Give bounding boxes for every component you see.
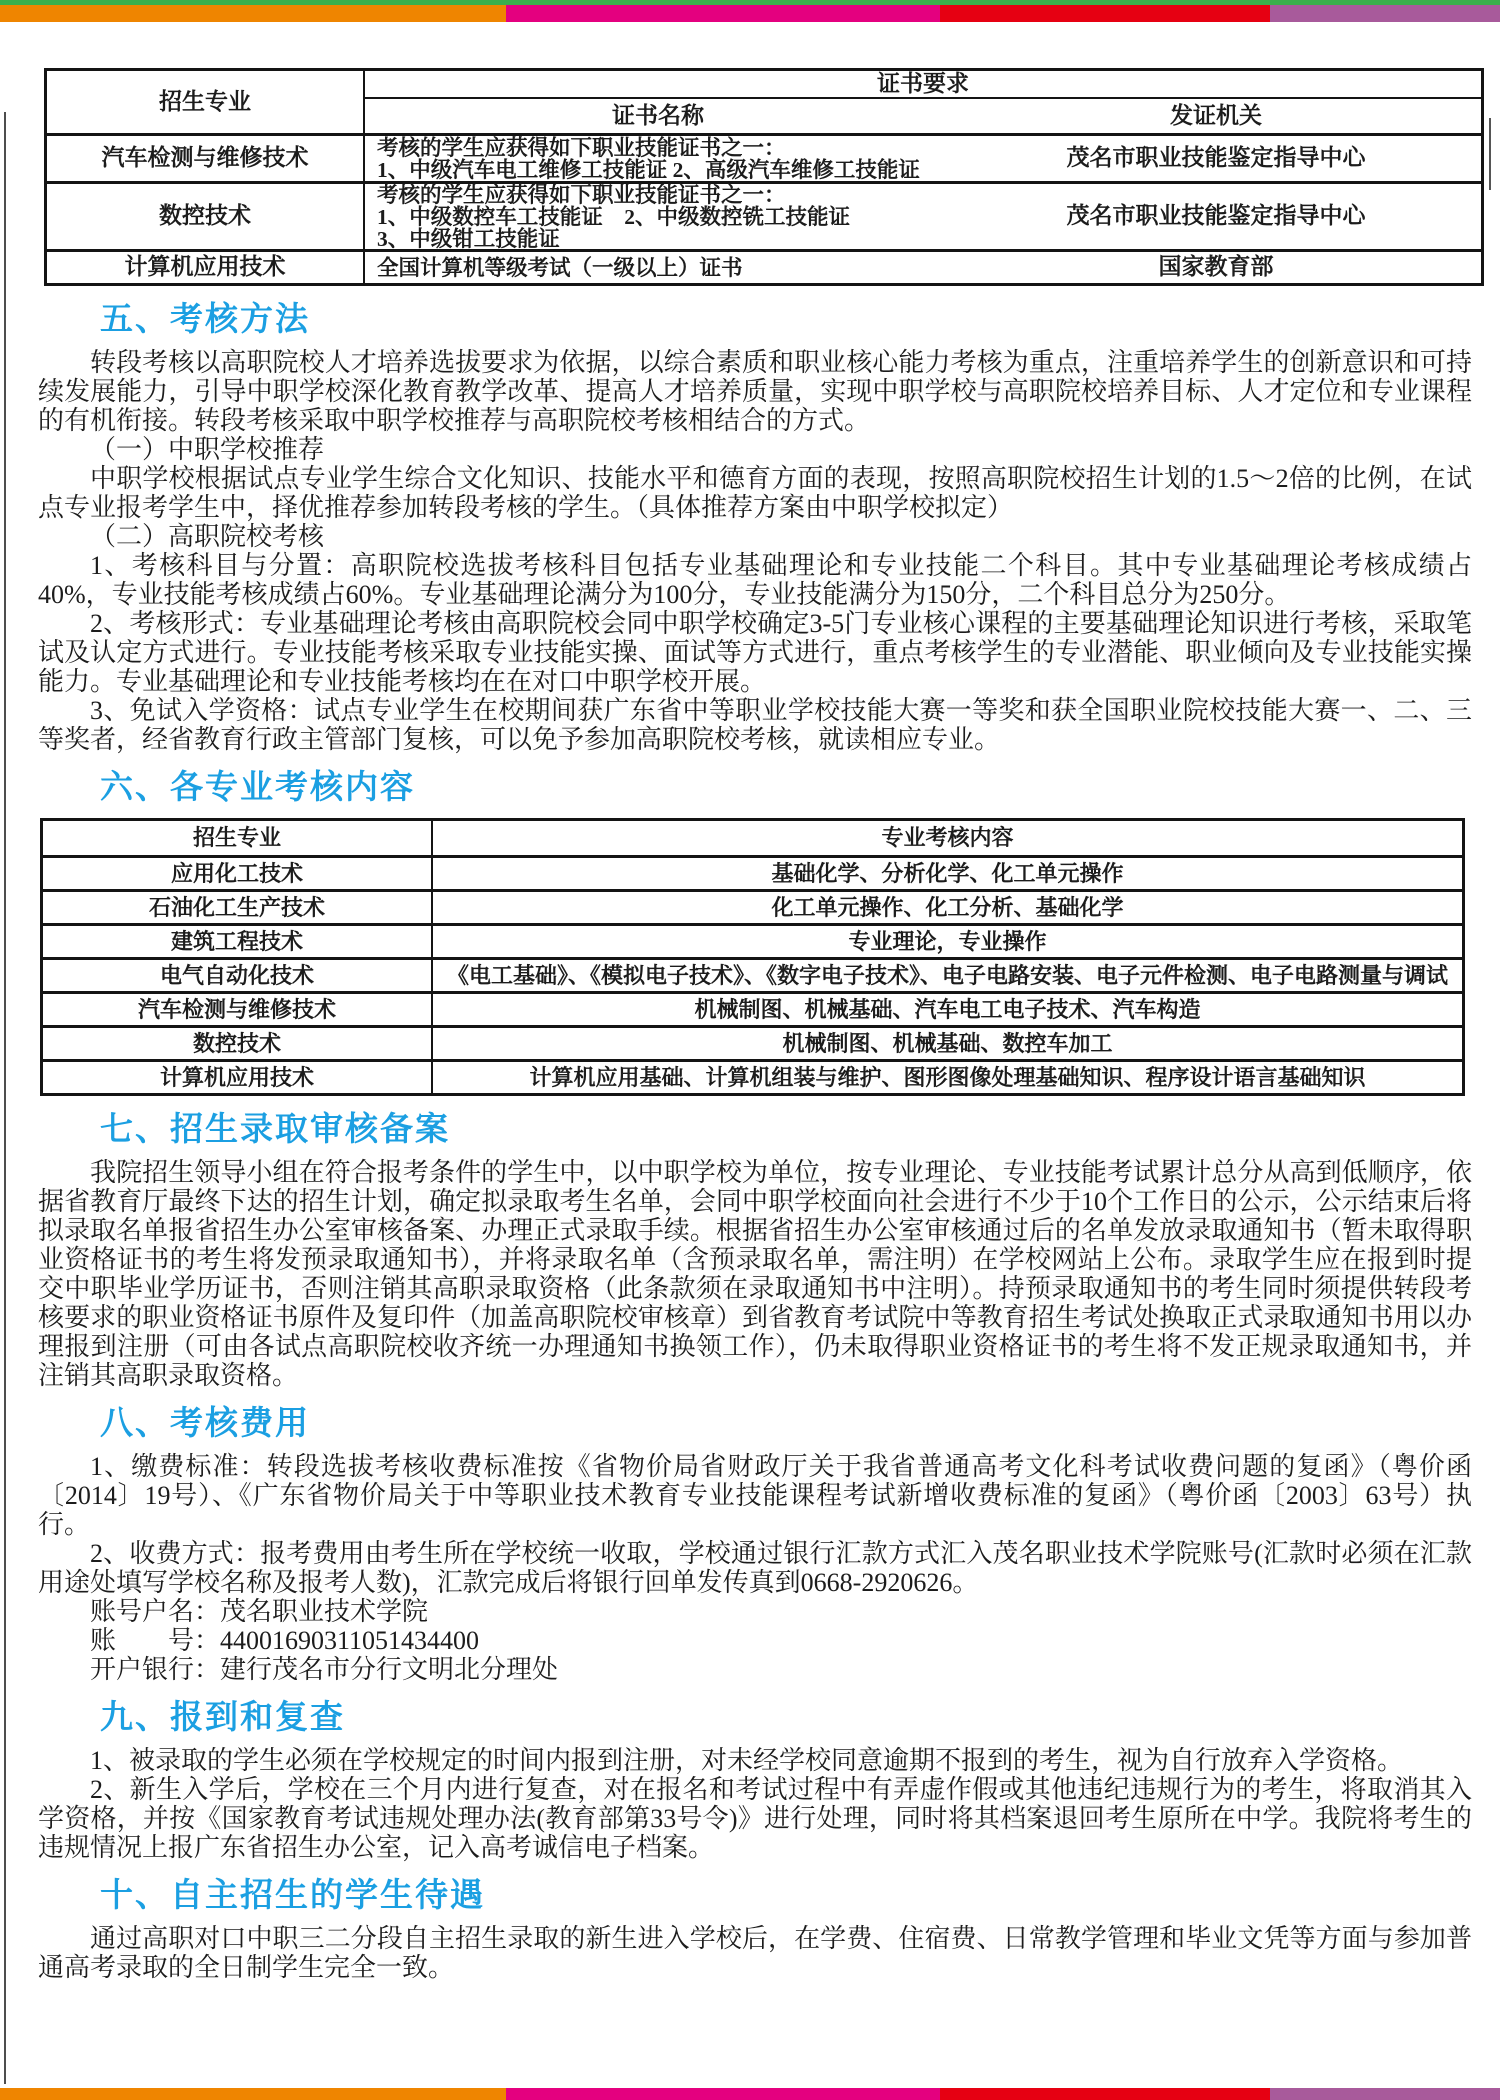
bottom-color-bar	[0, 2088, 1500, 2100]
t1-row-major: 数控技术	[47, 181, 365, 249]
t1-header-issuer: 发证机关	[1170, 102, 1262, 128]
section-8-heading: 八、考核费用	[100, 1405, 310, 1442]
account-number-line: 账 号：44001690311051434400	[90, 1625, 480, 1655]
paragraph: 1、被录取的学生必须在学校规定的时间内报到注册，对未经学校同意逾期不报到的考生，视为自行放弃入学资格。	[90, 1745, 1404, 1775]
t1-row-cert	[365, 249, 951, 283]
t2-row-content: 专业理论，专业操作	[433, 923, 1462, 957]
paragraph: 1、考核科目与分置：高职院校选拔考核科目包括专业基础理论和专业技能二个科目。其中专业基础理论考核成绩占40%，专业技能考核成绩占60%。专业基础理论满分为100分，专业技能满分为150分，二个科目总分为250分。	[38, 550, 1472, 609]
cert-line: 全国计算机等级考试（一级以上）证书	[377, 255, 743, 280]
t1-row-cert	[365, 181, 951, 249]
t1-row-issuer: 茂名市职业技能鉴定指导中心	[951, 181, 1481, 249]
paragraph: 2、考核形式：专业基础理论考核由高职院校会同中职学校确定3-5门专业核心课程的主要基础理论知识进行考核，采取笔试及认定方式进行。专业技能考核采取专业技能实操、面试等方式进行，重点考核学生的专业潜能、职业倾向及专业技能实操能力。专业基础理论和专业技能考核均在在对口中职学校开展。	[38, 608, 1472, 696]
top-green-strip	[0, 0, 1500, 5]
paragraph: 2、新生入学后，学校在三个月内进行复查，对在报名和考试过程中有弄虚作假或其他违纪违规行为的考生，将取消其入学资格，并按《国家教育考试违规处理办法(教育部第33号令)》进行处理，同时将其档案退回考生原所在中学。我院将考生的违规情况上报广东省招生办公室，记入高考诚信电子档案。	[38, 1774, 1472, 1862]
t2-row-major: 电气自动化技术	[43, 957, 433, 991]
table-certificate-requirements	[44, 68, 1484, 286]
table-exam-content	[40, 818, 1465, 1096]
paragraph: 中职学校根据试点专业学生综合文化知识、技能水平和德育方面的表现，按照高职院校招生计划的1.5～2倍的比例，在试点专业报考学生中，择优推荐参加转段考核的学生。（具体推荐方案由中职学校拟定）	[38, 463, 1472, 522]
t1-header-major: 招生专业	[47, 71, 365, 133]
section-6-heading: 六、各专业考核内容	[100, 769, 415, 806]
t1-row-major: 汽车检测与维修技术	[47, 133, 365, 181]
t1-row-major: 计算机应用技术	[47, 249, 365, 283]
t2-row-major: 汽车检测与维修技术	[43, 991, 433, 1025]
paragraph: （二）高职院校考核	[90, 521, 325, 551]
cert-line: 考核的学生应获得如下职业技能证书之一：	[377, 135, 786, 160]
account-name-line: 账号户名：茂名职业技术学院	[90, 1596, 429, 1626]
t1-row-cert	[365, 133, 951, 181]
cert-line: 1、中级汽车电工维修工技能证 2、高级汽车维修工技能证	[377, 157, 920, 182]
bottom-bar-red-segment	[940, 2088, 1270, 2100]
t1-row-issuer: 国家教育部	[951, 249, 1481, 283]
t2-row-content: 基础化学、分析化学、化工单元操作	[433, 855, 1462, 889]
t1-header-name: 证书名称	[612, 102, 704, 128]
section-7-heading: 七、招生录取审核备案	[100, 1111, 450, 1148]
t2-row-content: 化工单元操作、化工分析、基础化学	[433, 889, 1462, 923]
t2-row-major: 建筑工程技术	[43, 923, 433, 957]
paragraph: 通过高职对口中职三二分段自主招生录取的新生进入学校后，在学费、住宿费、日常教学管理和毕业文凭等方面与参加普通高考录取的全日制学生完全一致。	[38, 1923, 1472, 1982]
t2-header-major: 招生专业	[43, 821, 433, 855]
section-5-heading: 五、考核方法	[100, 302, 310, 338]
section-10-heading: 十、自主招生的学生待遇	[100, 1877, 485, 1914]
paragraph: 转段考核以高职院校人才培养选拔要求为依据，以综合素质和职业核心能力考核为重点，注重培养学生的创新意识和可持续发展能力，引导中职学校深化教育教学改革、提高人才培养质量，实现中职学校与高职院校培养目标、人才定位和专业课程的有机衔接。转段考核采取中职学校推荐与高职院校考核相结合的方式。	[38, 347, 1472, 435]
t2-row-content: 机械制图、机械基础、汽车电工电子技术、汽车构造	[433, 991, 1462, 1025]
bottom-bar-magenta-segment	[506, 2088, 940, 2100]
t2-row-content: 《电工基础》、《模拟电子技术》、《数字电子技术》、电子电路安装、电子元件检测、电子电路测量与调试	[433, 957, 1462, 991]
cert-line: 考核的学生应获得如下职业技能证书之一：	[377, 182, 786, 207]
document-content	[38, 22, 1472, 1982]
bottom-bar-purple-segment	[1270, 2088, 1500, 2100]
t1-row-issuer: 茂名市职业技能鉴定指导中心	[951, 133, 1481, 181]
bottom-bar-orange-segment	[0, 2088, 506, 2100]
t2-row-major: 石油化工生产技术	[43, 889, 433, 923]
t2-row-content: 机械制图、机械基础、数控车加工	[433, 1025, 1462, 1059]
left-edge-line	[4, 112, 6, 2084]
paragraph: 3、免试入学资格：试点专业学生在校期间获广东省中等职业学校技能大赛一等奖和获全国职业院校技能大赛一、二、三等奖者，经省教育行政主管部门复核，可以免予参加高职院校考核，就读相应专业。	[38, 695, 1472, 754]
bank-line: 开户银行：建行茂名市分行文明北分理处	[90, 1654, 559, 1684]
t2-header-content: 专业考核内容	[881, 825, 1014, 850]
t2-row-major: 数控技术	[43, 1025, 433, 1059]
t2-row-major: 计算机应用技术	[43, 1059, 433, 1093]
t2-row-major: 应用化工技术	[43, 855, 433, 889]
paragraph: 2、收费方式：报考费用由考生所在学校统一收取，学校通过银行汇款方式汇入茂名职业技术学院账号(汇款时必须在汇款用途处填写学校名称及报考人数)，汇款完成后将银行回单发传真到0668-2920626。	[38, 1538, 1472, 1597]
paragraph: 我院招生领导小组在符合报考条件的学生中，以中职学校为单位，按专业理论、专业技能考试累计总分从高到低顺序，依据省教育厅最终下达的招生计划，确定拟录取考生名单，会同中职学校面向社会进行不少于10个工作日的公示，公示结束后将拟录取名单报省招生办公室审核备案、办理正式录取手续。根据省招生办公室审核通过后的名单发放录取通知书（暂未取得职业资格证书的考生将发预录取通知书），并将录取名单（含预录取名单，需注明）在学校网站上公布。录取学生应在报到时提交中职毕业学历证书，否则注销其高职录取资格（此条款须在录取通知书中注明）。持预录取通知书的考生同时须提供转段考核要求的职业资格证书原件及复印件（加盖高职院校审核章）到省教育考试院中等教育招生考试处换取正式录取通知书用以办理报到注册（可由各试点高职院校收齐统一办理通知书换领工作），仍未取得职业资格证书的考生将不发正规录取通知书，并注销其高职录取资格。	[38, 1157, 1472, 1390]
section-9-heading: 九、报到和复查	[100, 1699, 345, 1736]
t1-header-group: 证书要求	[365, 71, 1481, 99]
t2-row-content: 计算机应用基础、计算机组装与维护、图形图像处理基础知识、程序设计语言基础知识	[433, 1059, 1462, 1093]
cert-line: 1、中级数控车工技能证 2、中级数控铣工技能证	[377, 204, 851, 229]
right-edge-line	[1489, 118, 1491, 190]
paragraph: 1、缴费标准：转段选拔考核收费标准按《省物价局省财政厅关于我省普通高考文化科考试收费问题的复函》（粤价函〔2014〕19号）、《广东省物价局关于中等职业技术教育专业技能课程考试新增收费标准的复函》（粤价函〔2003〕63号）执行。	[38, 1451, 1472, 1539]
cert-line: 3、中级钳工技能证	[377, 226, 560, 251]
paragraph: （一）中职学校推荐	[90, 434, 325, 464]
